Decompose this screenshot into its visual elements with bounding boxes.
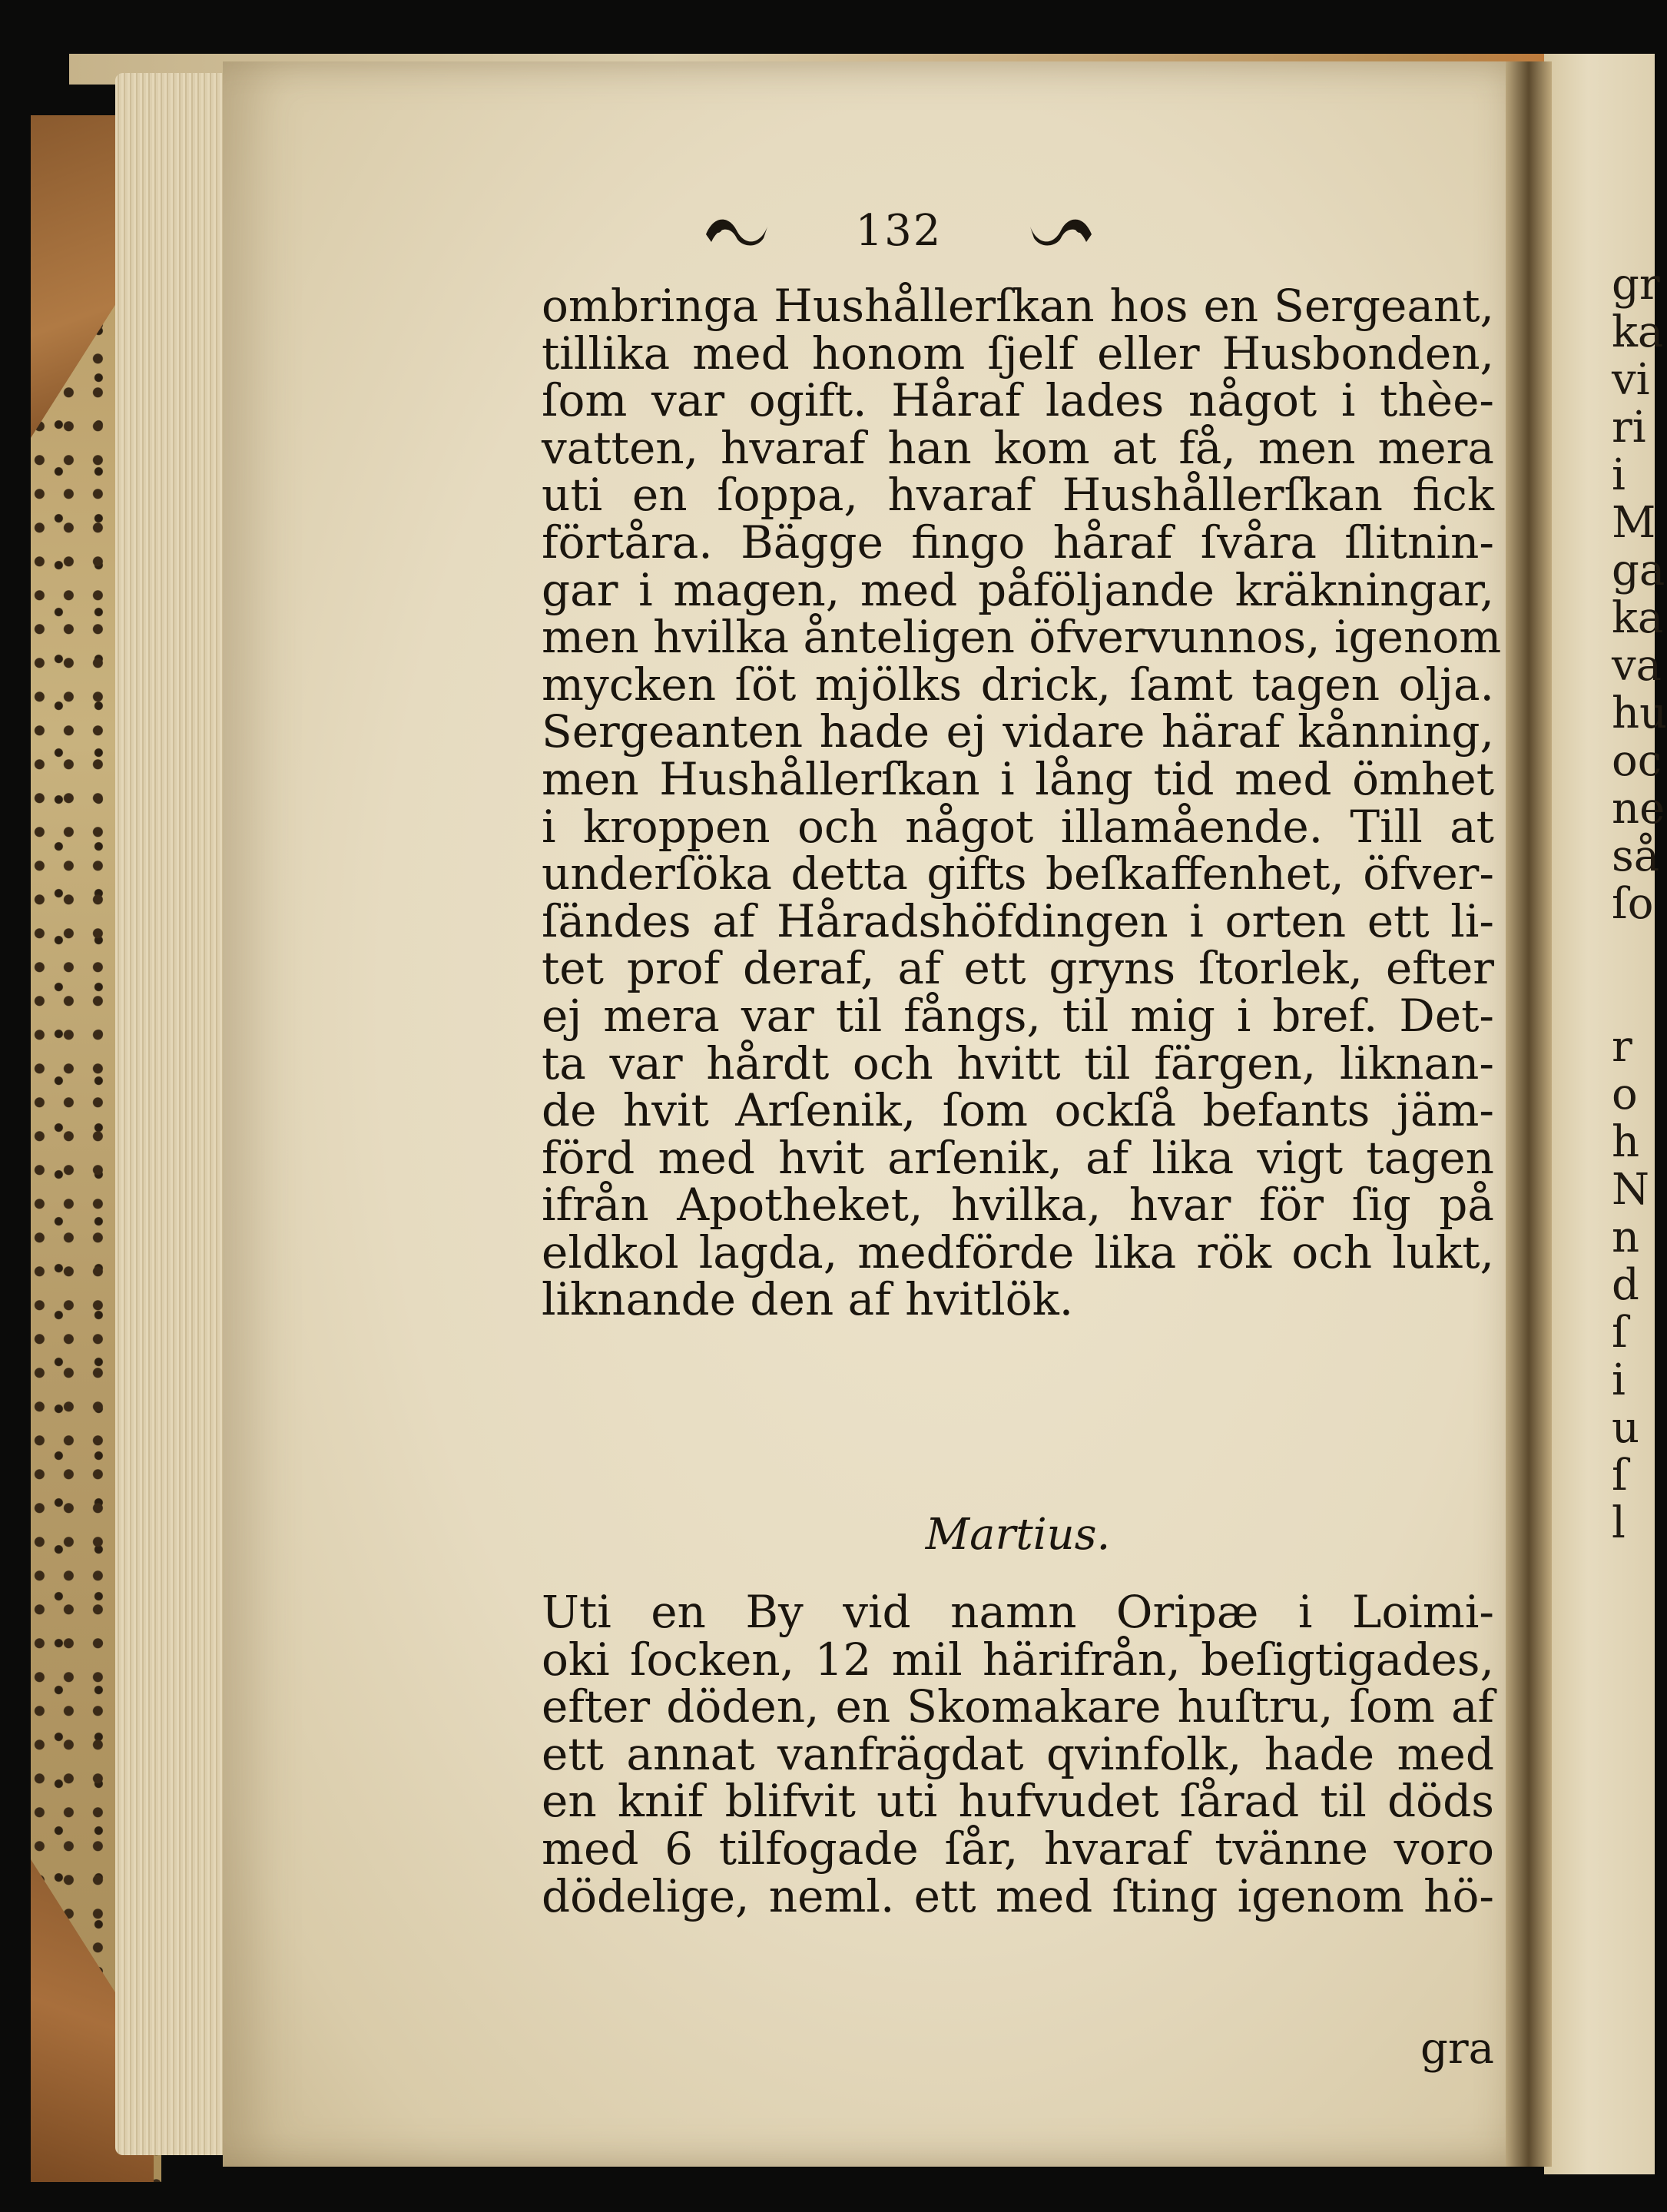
paragraph-1: [542, 280, 1502, 1326]
facing-fragment: ſ: [1612, 1308, 1628, 1358]
facing-fragment: ka: [1612, 593, 1664, 643]
text-line: tet prof deraf, af ett gryns ſtorlek, efter: [542, 942, 1494, 995]
facing-fragment: oc: [1612, 736, 1662, 786]
facing-fragment: vi: [1612, 355, 1650, 405]
facing-fragment: ſo: [1612, 879, 1654, 929]
facing-fragment: hu: [1612, 688, 1667, 738]
facing-fragment: o: [1612, 1070, 1638, 1119]
facing-fragment: d: [1612, 1260, 1639, 1310]
text-line: ſändes af Håradshöfdingen i orten ett li-: [542, 894, 1494, 947]
facing-fragment: r: [1612, 1022, 1632, 1072]
text-line: ett annat vanfrägdat qvinfolk, hade med: [542, 1727, 1494, 1780]
text-line: vatten, hvaraf han kom at få, men mera: [542, 421, 1494, 474]
facing-fragment: h: [1612, 1117, 1640, 1167]
text-line: dödelige, neml. ett med ſting igenom hö-: [542, 1869, 1494, 1922]
running-header: [538, 192, 1260, 269]
facing-fragment: u: [1612, 1403, 1640, 1453]
fleuron-ornament-icon: [1026, 211, 1095, 250]
text-line: men Hushållerſkan i lång tid med ömhet: [542, 752, 1494, 805]
text-line: gar i magen, med påföljande kräkningar,: [542, 563, 1494, 616]
text-line: uti en ſoppa, hvaraf Hushållerſkan fick: [542, 469, 1494, 522]
text-line: förd med hvit arſenik, af lika vigt tagen: [542, 1131, 1494, 1184]
facing-fragment: n: [1612, 1212, 1640, 1262]
facing-fragment: [1612, 928, 1655, 976]
text-line: ombringa Hushållerſkan hos en Sergeant,: [542, 280, 1494, 332]
facing-fragment: ri: [1612, 403, 1646, 453]
text-line: men hvilka ånteligen öfvervunnos, igenom: [542, 611, 1502, 664]
text-line: tillika med honom ſjelf eller Husbonden,: [542, 327, 1494, 380]
text-line: de hvit Arſenik, ſom ockſå befants jäm-: [542, 1084, 1494, 1137]
facing-fragment: i: [1612, 450, 1626, 500]
page-number: 132: [855, 205, 943, 256]
facing-fragment: l: [1612, 1498, 1626, 1548]
text-line: mycken ſöt mjölks drick, ſamt tagen olja.: [542, 658, 1494, 711]
facing-fragment: [1612, 976, 1655, 1023]
paragraph-2: [542, 1586, 1494, 1922]
text-line: förtåra. Bägge fingo håraf ſvåra ſlitnin-: [542, 516, 1494, 569]
facing-fragment: va: [1612, 641, 1662, 691]
facing-fragment: ga: [1612, 546, 1665, 595]
facing-fragment: M: [1612, 498, 1656, 548]
facing-fragment: ſ: [1612, 1451, 1628, 1501]
facing-fragment: i: [1612, 1355, 1626, 1405]
facing-page-text: [1612, 260, 1667, 1548]
fleuron-ornament-icon: [702, 211, 771, 250]
text-line: Uti en By vid namn Oripæ i Loimi-: [542, 1586, 1494, 1638]
text-line: efter döden, en Skomakare huſtru, ſom af: [542, 1680, 1494, 1733]
text-line: ſom var ogift. Håraf lades något i thèe-: [542, 374, 1494, 427]
facing-fragment: N: [1612, 1165, 1649, 1215]
text-line: i kroppen och något illamående. Till at: [542, 800, 1494, 853]
text-line: med 6 tilfogade ſår, hvaraf tvänne voro: [542, 1822, 1494, 1875]
facing-fragment: så: [1612, 831, 1660, 881]
text-line: liknande den af hvitlök.: [542, 1273, 1074, 1326]
text-line: en knif blifvit uti hufvudet ſårad til döds: [542, 1775, 1494, 1828]
facing-fragment: ne: [1612, 784, 1665, 834]
text-line: oki ſocken, 12 mil härifrån, beſigtigades,: [542, 1633, 1494, 1686]
text-line: ta var hårdt och hvitt til färgen, liknan-: [542, 1036, 1494, 1089]
text-line: eldkol lagda, medförde lika rök och lukt,: [542, 1225, 1494, 1278]
text-line: underſöka detta gifts beſkaffenhet, öfver-: [542, 847, 1494, 900]
text-line: ifrån Apotheket, hvilka, hvar för ſig på: [542, 1179, 1494, 1232]
facing-fragment: gr: [1612, 260, 1660, 310]
section-heading: Martius.: [925, 1510, 1111, 1560]
text-line: Sergeanten hade ej vidare häraf kånning,: [542, 705, 1494, 758]
book-gutter: [1506, 61, 1552, 2167]
facing-fragment: ka: [1612, 307, 1664, 357]
catchword: gra: [1420, 2024, 1494, 2074]
text-line: ej mera var til fångs, til mig i bref. Det-: [542, 989, 1494, 1042]
